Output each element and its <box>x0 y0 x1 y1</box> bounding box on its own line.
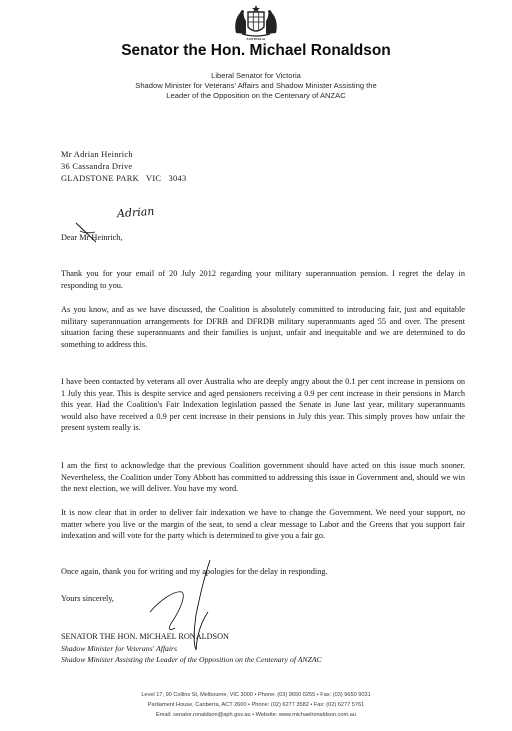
signature-scribble <box>150 592 183 630</box>
letterhead-line-3: Leader of the Opposition on the Centenary of ANZAC <box>166 91 346 100</box>
footer-address-melbourne: Level 17, 90 Collins St, Melbourne, VIC 3000 • Phone: (03) 9650 0255 • Fax: (03) 9650 9031 <box>141 692 371 698</box>
paragraph-1: Thank you for your email of 20 July 2012 regarding your military superannuation pension. I regret the delay in responding to you. <box>61 269 465 290</box>
recipient-suburb: GLADSTONE PARK VIC 3043 <box>61 174 187 183</box>
recipient-street: 36 Cassandra Drive <box>61 162 133 171</box>
recipient-name: Mr Adrian Heinrich <box>61 150 133 159</box>
paragraph-3: I have been contacted by veterans all over Australia who are deeply angry about the 0.1 per cent increase in pensions on 1 July this year. This is despite service and aged pensioners receiving a 0.9 per cent increase in their pensions in March this year. Had the Coalition's Fair Indexation legislation passed the Senate in June last year, military superannuants would also have received a 0.9 per cent increase in their pensions in July this year. This simply proves how unfair the present system really is. <box>61 377 465 433</box>
paragraph-6: Once again, thank you for writing and my apologies for the delay in responding. <box>61 567 328 576</box>
footer-contact: Email: senator.ronaldson@aph.gov.au • Website: www.michaelronaldson.com.au <box>156 712 356 718</box>
handwritten-adrian: Adrian <box>116 204 155 221</box>
letterhead-line-1: Liberal Senator for Victoria <box>211 71 301 80</box>
letterhead-line-2: Shadow Minister for Veterans' Affairs and Shadow Minister Assisting the <box>135 81 377 90</box>
letterhead-name: Senator the Hon. Michael Ronaldson <box>121 42 391 59</box>
signatory-role-2: Shadow Minister Assisting the Leader of the Opposition on the Centenary of ANZAC <box>61 655 322 664</box>
paragraph-2: As you know, and as we have discussed, the Coalition is absolutely committed to introducing fair, just and equitable military superannuation arrangements for DFRB and DFRDB military superannuants aged 55 and over. The present situation facing these superannuants and their families is unjust, unfair and inequitable and we are determined to do something to address this. <box>61 305 465 349</box>
signatory-role-1: Shadow Minister for Veterans' Affairs <box>61 644 177 653</box>
closing: Yours sincerely, <box>61 594 115 603</box>
crest-caption: AUSTRALIA <box>246 37 266 41</box>
coat-of-arms-icon <box>232 3 280 41</box>
signatory-name: SENATOR THE HON. MICHAEL RONALDSON <box>61 632 229 641</box>
paragraph-5: It is now clear that in order to deliver fair indexation we have to change the Government. We need your support, no matter where you live or the margin of the seat, to send a clear message to Labor and the Greens that you support fair indexation and will vote for the party which is determined to give you a fair go. <box>61 508 465 541</box>
paragraph-4: I am the first to acknowledge that the previous Coalition government should have acted on this issue much sooner. Nevertheless, the Coalition under Tony Abbott has committed to addressing this issue in Government and, should we win the next election, we will deliver. You have my word. <box>61 461 465 494</box>
salutation: Dear Mr Heinrich, <box>61 233 123 242</box>
footer-address-canberra: Parliament House, Canberra, ACT 2600 • Phone: (02) 6277 3582 • Fax: (02) 6277 5761 <box>147 702 365 708</box>
